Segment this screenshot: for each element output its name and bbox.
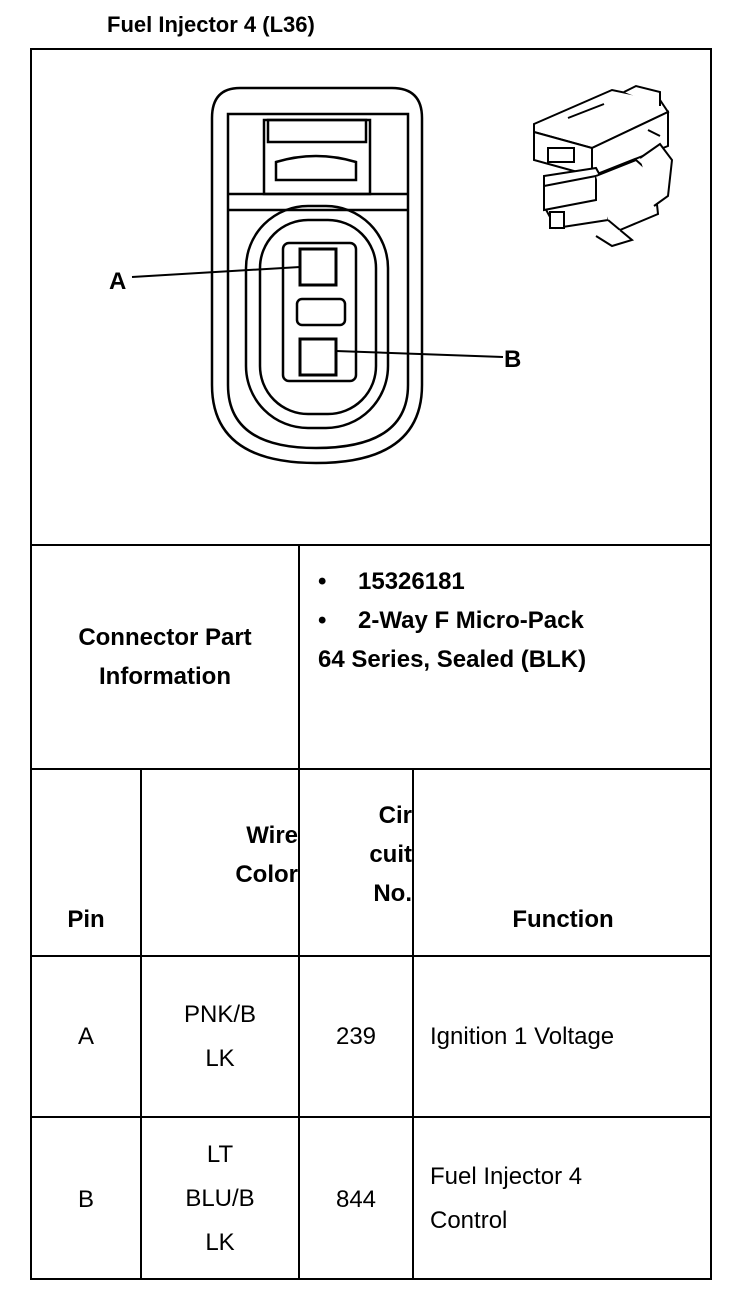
pin-a-leader [132,267,300,277]
part-info-label [32,546,298,768]
pin-b-terminal [300,339,336,375]
pin-a-callout: A [109,268,127,295]
connector-isometric-icon [534,86,672,246]
header-function: Function [512,906,614,933]
part-description-line1: 2-Way F Micro-Pack [358,607,584,634]
pin-a-terminal [300,249,336,285]
row-a-wire-color: PNK/B LK [183,1000,257,1072]
latch-top [268,120,366,142]
pin-b-callout: B [504,346,522,373]
row-a-pin: A [77,1023,94,1050]
row-a-function: Ignition 1 Voltage [430,1023,615,1050]
row-b-function: Fuel Injector 4 Control [430,1163,583,1234]
page-title: Fuel Injector 4 (L36) [107,12,315,37]
part-description-line2: 64 Series, Sealed (BLK) [318,646,587,673]
row-b-wire-color: LT BLU/B LK [185,1141,255,1256]
part-number: 15326181 [358,568,465,595]
cavity-divider [297,299,345,325]
part-info-label-line2: Information [99,663,231,690]
bullet-icon: • [318,568,327,595]
row-b-pin: B [77,1185,94,1213]
pin-b-leader [336,351,503,357]
part-info-label-line1: Connector Part [78,624,252,651]
latch-tab [276,156,356,180]
header-pin: Pin [67,906,105,933]
header-circuit-number: Cir cuit No. [369,802,412,907]
connector-face-diagram [0,0,752,544]
row-b-circuit: 844 [335,1185,377,1213]
part-info-details [318,562,586,679]
header-wire-color: Wire Color [235,821,298,888]
row-a-circuit: 239 [335,1023,377,1050]
bullet-icon: • [318,607,327,634]
